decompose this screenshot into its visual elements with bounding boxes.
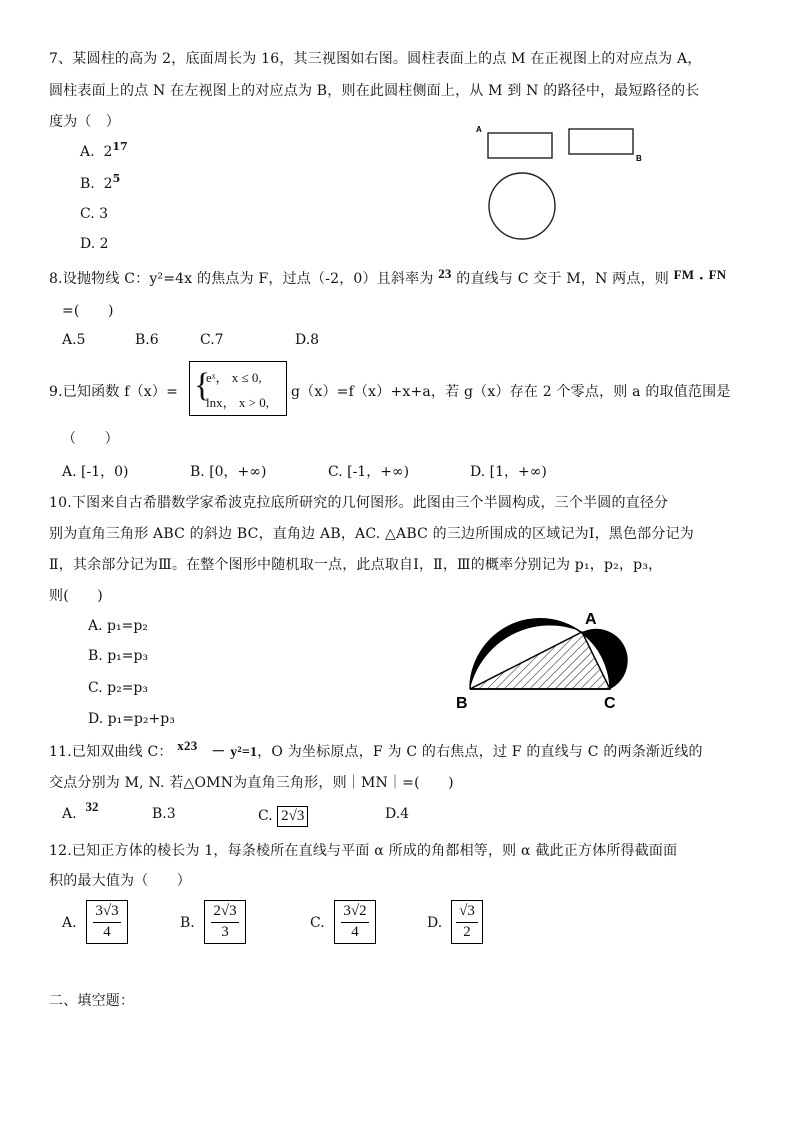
- q11-line-1: [49, 738, 703, 761]
- q8-option-b: B.6: [135, 332, 159, 348]
- q12-option-a-denominator: 4: [103, 924, 111, 940]
- q10-line-2: 别为直角三角形 ABC 的斜边 BC，直角边 AB，AC. △ABC 的三边所围成的区域记为Ⅰ，黑色部分记为: [49, 526, 694, 542]
- q7-line-2: 圆柱表面上的点 N 在左视图上的对应点为 B，则在此圆柱侧面上，从 M 到 N 的路径中，最短路径的长: [49, 83, 700, 99]
- q9-option-d: D. [1，+∞): [470, 464, 547, 480]
- q10-line-1: 10.下图来自古希腊数学家希波克拉底所研究的几何图形。此图由三个半圆构成，三个半圆的直径分: [49, 495, 669, 511]
- q9-case-2: lnx， x > 0,: [206, 395, 269, 410]
- hippocrates-lune-figure: [450, 590, 640, 715]
- q7-line-1: 7、某圆柱的高为 2，底面周长为 16，其三视图如右图。圆柱表面上的点 M 在正视图上的对应点为 A，: [49, 51, 702, 67]
- q7-option-a: [80, 140, 128, 160]
- q11-fraction: x23: [177, 738, 198, 753]
- q7-point-b-label: B: [636, 154, 642, 163]
- q9-prefix: 9.已知函数 f（x）=: [49, 384, 179, 400]
- q12-option-d-label: D.: [427, 915, 443, 931]
- q12-option-a-numerator: 3√3: [95, 903, 119, 919]
- q8-vector-fn: FN: [708, 267, 727, 282]
- q8-line-1: [49, 268, 726, 288]
- q9-option-c: C. [-1，+∞): [328, 464, 410, 480]
- q11-option-a: [62, 799, 99, 822]
- q7-option-b: [80, 172, 121, 192]
- q12-option-c-fraction: [334, 900, 376, 944]
- q9-paren: （ ）: [62, 431, 119, 447]
- q11-line-2: 交点分别为 M, N. 若△OMN为直角三角形，则｜MN｜=( ): [49, 775, 454, 791]
- front-view-rect: [488, 133, 552, 158]
- q12-option-d-fraction: [451, 900, 483, 944]
- q10-option-d: D. p₁=p₂+p₃: [88, 711, 175, 727]
- q9-option-a: A. [-1，0): [62, 464, 129, 480]
- side-view-rect: [569, 129, 633, 154]
- q11-option-a-label: A.: [62, 806, 77, 822]
- q12-option-d-numerator: √3: [459, 903, 475, 919]
- q11-option-c-value: 2√3: [277, 806, 308, 827]
- q9-brace: {: [194, 367, 211, 404]
- q9-case-1: eˣ， x ≤ 0,: [206, 370, 262, 385]
- q11-y-squared: y²=1: [230, 745, 258, 760]
- section-2-heading: 二、填空题：: [49, 993, 135, 1009]
- q7-option-a-label: A.: [80, 144, 95, 160]
- q8-option-d: D.8: [295, 332, 320, 348]
- q10-line-3: Ⅱ，其余部分记为Ⅲ。在整个图形中随机取一点，此点取自Ⅰ，Ⅱ，Ⅲ的概率分别记为 p₁，p₂，p₃，: [49, 557, 663, 573]
- q7-option-b-label: B.: [80, 176, 95, 192]
- q8-text-a: 8.设抛物线 C：y²=4x 的焦点为 F，过点（-2，0）且斜率为: [49, 271, 434, 287]
- q12-option-c-numerator: 3√2: [343, 903, 367, 919]
- q10-option-c: C. p₂=p₃: [88, 680, 148, 696]
- q11-suffix: ，O 为坐标原点，F 为 C 的右焦点，过 F 的直线与 C 的两条渐近线的: [257, 744, 703, 760]
- q7-option-a-exp: 17: [112, 140, 128, 153]
- q7-option-b-exp: 5: [112, 172, 121, 185]
- q7-line-3: 度为（ ）: [49, 114, 120, 130]
- q12-option-b-label: B.: [180, 915, 195, 931]
- q7-option-a-base: 2: [103, 144, 113, 160]
- q8-slope: 23: [438, 266, 452, 281]
- q10-option-a: A. p₁=p₂: [88, 618, 148, 634]
- q12-option-b-numerator: 2√3: [213, 903, 237, 919]
- label-point-a: A: [585, 611, 597, 628]
- q7-option-b-base: 2: [103, 176, 113, 192]
- q10-line-4: 则( ): [49, 588, 103, 604]
- q11-prefix: 11.已知双曲线 C：: [49, 744, 173, 760]
- q8-option-a: A.5: [62, 332, 86, 348]
- q9-option-b: B. [0，+∞): [190, 464, 267, 480]
- q9-piecewise-box: [189, 361, 287, 416]
- q7-option-d: D. 2: [80, 236, 109, 252]
- q12-option-b-fraction: [204, 900, 246, 944]
- label-point-b: B: [456, 695, 468, 712]
- q7-point-a-label: A: [476, 125, 482, 134]
- q12-option-c-denominator: 4: [351, 924, 359, 940]
- q11-option-b: B.3: [152, 806, 176, 822]
- q8-vector-fm: FM: [673, 267, 695, 282]
- q8-dot: ·: [698, 271, 704, 287]
- q11-option-c: [258, 806, 308, 827]
- q8-option-c: C.7: [200, 332, 224, 348]
- label-point-c: C: [604, 695, 616, 712]
- q7-three-view-figure: [470, 120, 650, 245]
- top-view-circle: [489, 173, 555, 239]
- q12-option-d-denominator: 2: [463, 924, 471, 940]
- q12-option-a-label: A.: [62, 915, 77, 931]
- q11-minus: －: [211, 744, 226, 760]
- q11-option-d: D.4: [385, 806, 410, 822]
- q7-option-c: C. 3: [80, 206, 109, 222]
- q8-text-b: 的直线与 C 交于 M，N 两点，则: [456, 271, 669, 287]
- q11-option-c-label: C.: [258, 808, 273, 824]
- q12-line-2: 积的最大值为（ ）: [49, 873, 191, 889]
- q12-line-1: 12.已知正方体的棱长为 1，每条棱所在直线与平面 α 所成的角都相等，则 α 截此正方体所得截面面: [49, 843, 678, 859]
- q9-suffix: g（x）=f（x）+x+a，若 g（x）存在 2 个零点，则 a 的取值范围是: [291, 384, 731, 400]
- q11-option-a-value: 32: [85, 799, 99, 814]
- q12-option-a-fraction: [86, 900, 128, 944]
- q10-option-b: B. p₁=p₃: [88, 648, 149, 664]
- q12-option-b-denominator: 3: [221, 924, 229, 940]
- q12-option-c-label: C.: [310, 915, 325, 931]
- q8-line-2: =( ): [62, 303, 114, 319]
